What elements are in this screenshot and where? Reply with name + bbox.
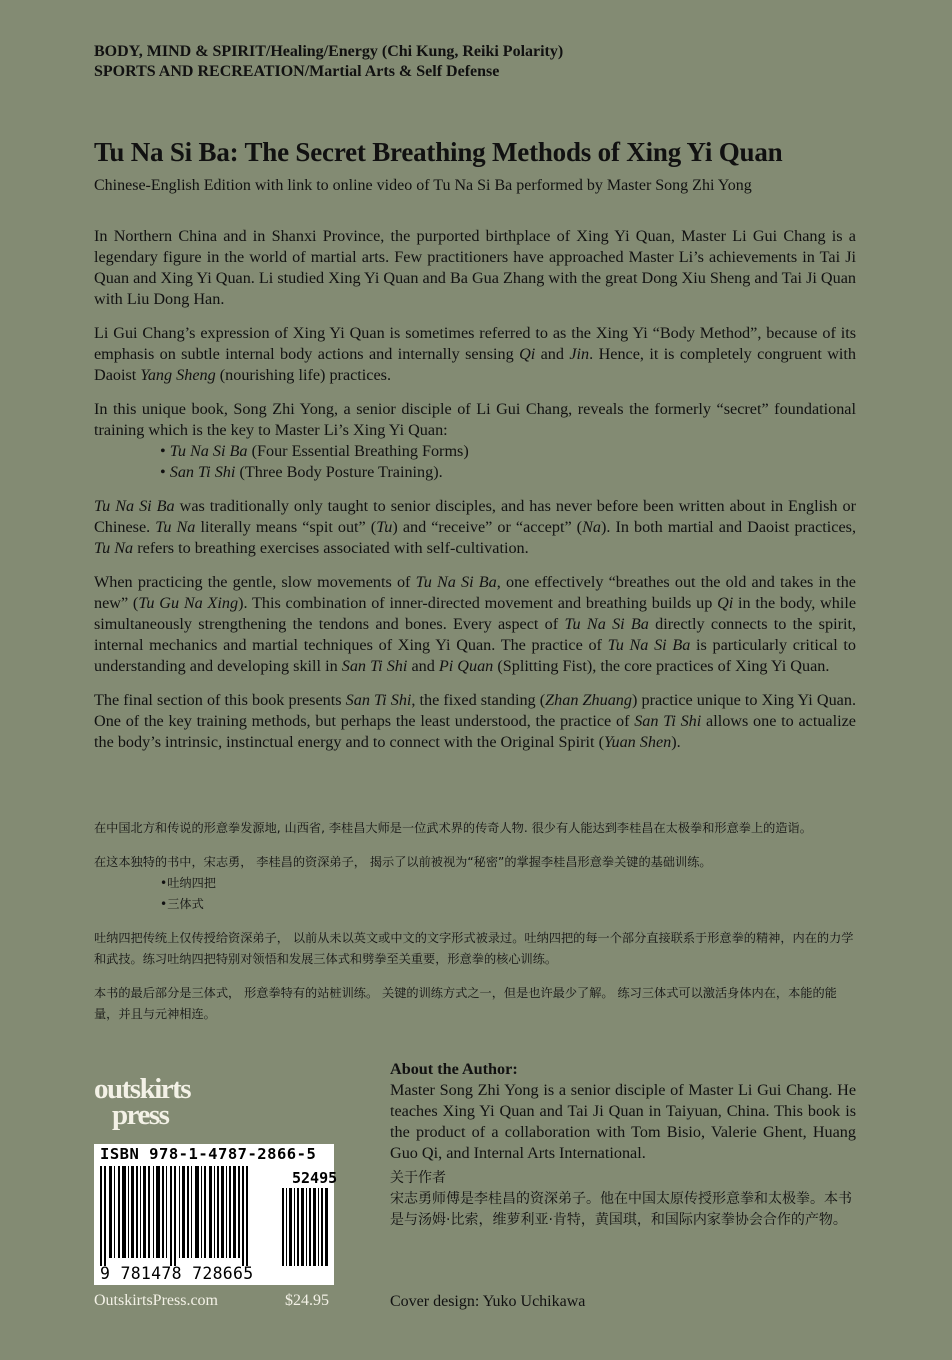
list-item: • San Ti Shi (Three Body Posture Training). (160, 463, 443, 481)
about-heading: 关于作者 (390, 1170, 446, 1186)
ean-number: 9 781478 728665 (100, 1264, 254, 1283)
chinese-description (94, 818, 856, 1038)
category-line: SPORTS AND RECREATION/Martial Arts & Self Defense (94, 63, 500, 80)
paragraph: Tu Na Si Ba was traditionally only taught to senior disciples, and has never before been written about in English or Chinese. Tu Na literally means “spit out” (Tu) and “receive” or “accept” (Na). In both martial and Daoist practices, Tu Na refers to breathing exercises associated with self-cultivation. (94, 497, 857, 557)
paragraph: 在这本独特的书中，宋志勇， 李桂昌的资深弟子， 揭示了以前被视为“秘密”的掌握李桂昌形意拳关键的基础训练。 (94, 855, 712, 869)
about-heading: About the Author: (390, 1060, 518, 1078)
english-description (94, 226, 856, 766)
category-list (94, 42, 563, 82)
logo-text: outskirts (94, 1073, 191, 1105)
barcode-bars (100, 1166, 250, 1266)
publisher-logo (94, 1073, 214, 1131)
paragraph: In Northern China and in Shanxi Province, the purported birthplace of Xing Yi Quan, Master Li Gui Chang is a legendary figure in the world of martial arts. Few practitioners have approached Master Li’s achievements in Tai Ji Quan and Xing Yi Quan. Li studied Xing Yi Quan and Ba Gua Zhang with the great Dong Xiu Sheng and Tai Ji Quan with Liu Dong Han. (94, 227, 856, 308)
paragraph: 本书的最后部分是三体式， 形意拳特有的站桩训练。 关键的训练方式之一，但是也许最少了解。 练习三体式可以激活身体内在，本能的能量，并且与元神相连。 (94, 986, 837, 1021)
list-item: •吐纳四把 (160, 876, 216, 890)
logo-text: press (112, 1099, 169, 1131)
paragraph: In this unique book, Song Zhi Yong, a senior disciple of Li Gui Chang, reveals the formerly “secret” foundational training which is the key to Master Li’s Xing Yi Quan: (94, 400, 856, 439)
paragraph: 吐纳四把传统上仅传授给资深弟子， 以前从未以英文或中文的文字形式被录过。吐纳四把的每一个部分直接联系于形意拳的精神，内在的力学和武技。练习吐纳四把特别对领悟和发展三体式和劈拳至关重要，形意拳的核心训练。 (94, 931, 854, 966)
paragraph: The final section of this book presents San Ti Shi, the fixed standing (Zhan Zhuang) practice unique to Xing Yi Quan. One of the key training methods, but perhaps the least understood, the practice of San Ti Shi allows one to actualize the body’s intrinsic, instinctual energy and to connect with the Original Spirit (Yuan Shen). (94, 691, 856, 751)
isbn-label: ISBN 978-1-4787-2866-5 (100, 1145, 317, 1163)
cover-credit: Cover design: Yuko Uchikawa (390, 1293, 586, 1310)
about-author-chinese (390, 1168, 856, 1231)
about-author (390, 1059, 856, 1164)
list-item: • Tu Na Si Ba (Four Essential Breathing Forms) (160, 442, 469, 460)
category-line: BODY, MIND & SPIRIT/Healing/Energy (Chi Kung, Reiki Polarity) (94, 43, 564, 60)
book-price: $24.95 (285, 1292, 329, 1309)
training-list (94, 441, 856, 483)
isbn-barcode (94, 1144, 338, 1285)
paragraph: Li Gui Chang’s expression of Xing Yi Quan is sometimes referred to as the Xing Yi “Body Method”, because of its emphasis on subtle internal body actions and internally sensing Qi and Jin. Hence, it is completely congruent with Daoist Yang Sheng (nourishing life) practices. (94, 324, 857, 384)
training-list (94, 873, 856, 915)
price-barcode-bars (282, 1188, 328, 1266)
paragraph: When practicing the gentle, slow movements of Tu Na Si Ba, one effectively “breathes out the old and takes in the new” (Tu Gu Na Xing). This combination of inner-directed movement and breathing builds up Qi in the body, while simultaneously strengthening the tendons and bones. Every aspect of Tu Na Si Ba directly connects to the spirit, internal mechanics and martial techniques of Xing Yi Quan. The practice of Tu Na Si Ba is particularly critical to understanding and developing skill in San Ti Shi and Pi Quan (Splitting Fist), the core practices of Xing Yi Quan. (94, 573, 857, 675)
paragraph: 在中国北方和传说的形意拳发源地, 山西省, 李桂昌大师是一位武术界的传奇人物. 很少有人能达到李桂昌在太极拳和形意拳上的造诣。 (94, 821, 812, 835)
book-title: Tu Na Si Ba: The Secret Breathing Methods of Xing Yi Quan (94, 137, 783, 167)
about-text: Master Song Zhi Yong is a senior disciple of Master Li Gui Chang. He teaches Xing Yi Quan and Tai Ji Quan in Taiyuan, China. This book is the product of a collaboration with Tom Bisio, Valerie Ghent, Huang Guo Qi, and Internal Arts International. (390, 1081, 856, 1162)
price-code: 52495 (292, 1169, 338, 1187)
list-item: •三体式 (160, 897, 204, 911)
about-text: 宋志勇师傅是李桂昌的资深弟子。他在中国太原传授形意拳和太极拳。本书是与汤姆·比索，维萝利亚·肯特，黄国琪，和国际内家拳协会合作的产物。 (390, 1191, 852, 1228)
publisher-website: OutskirtsPress.com (94, 1292, 218, 1309)
book-subtitle: Chinese-English Edition with link to online video of Tu Na Si Ba performed by Master Song Zhi Yong (94, 177, 752, 194)
